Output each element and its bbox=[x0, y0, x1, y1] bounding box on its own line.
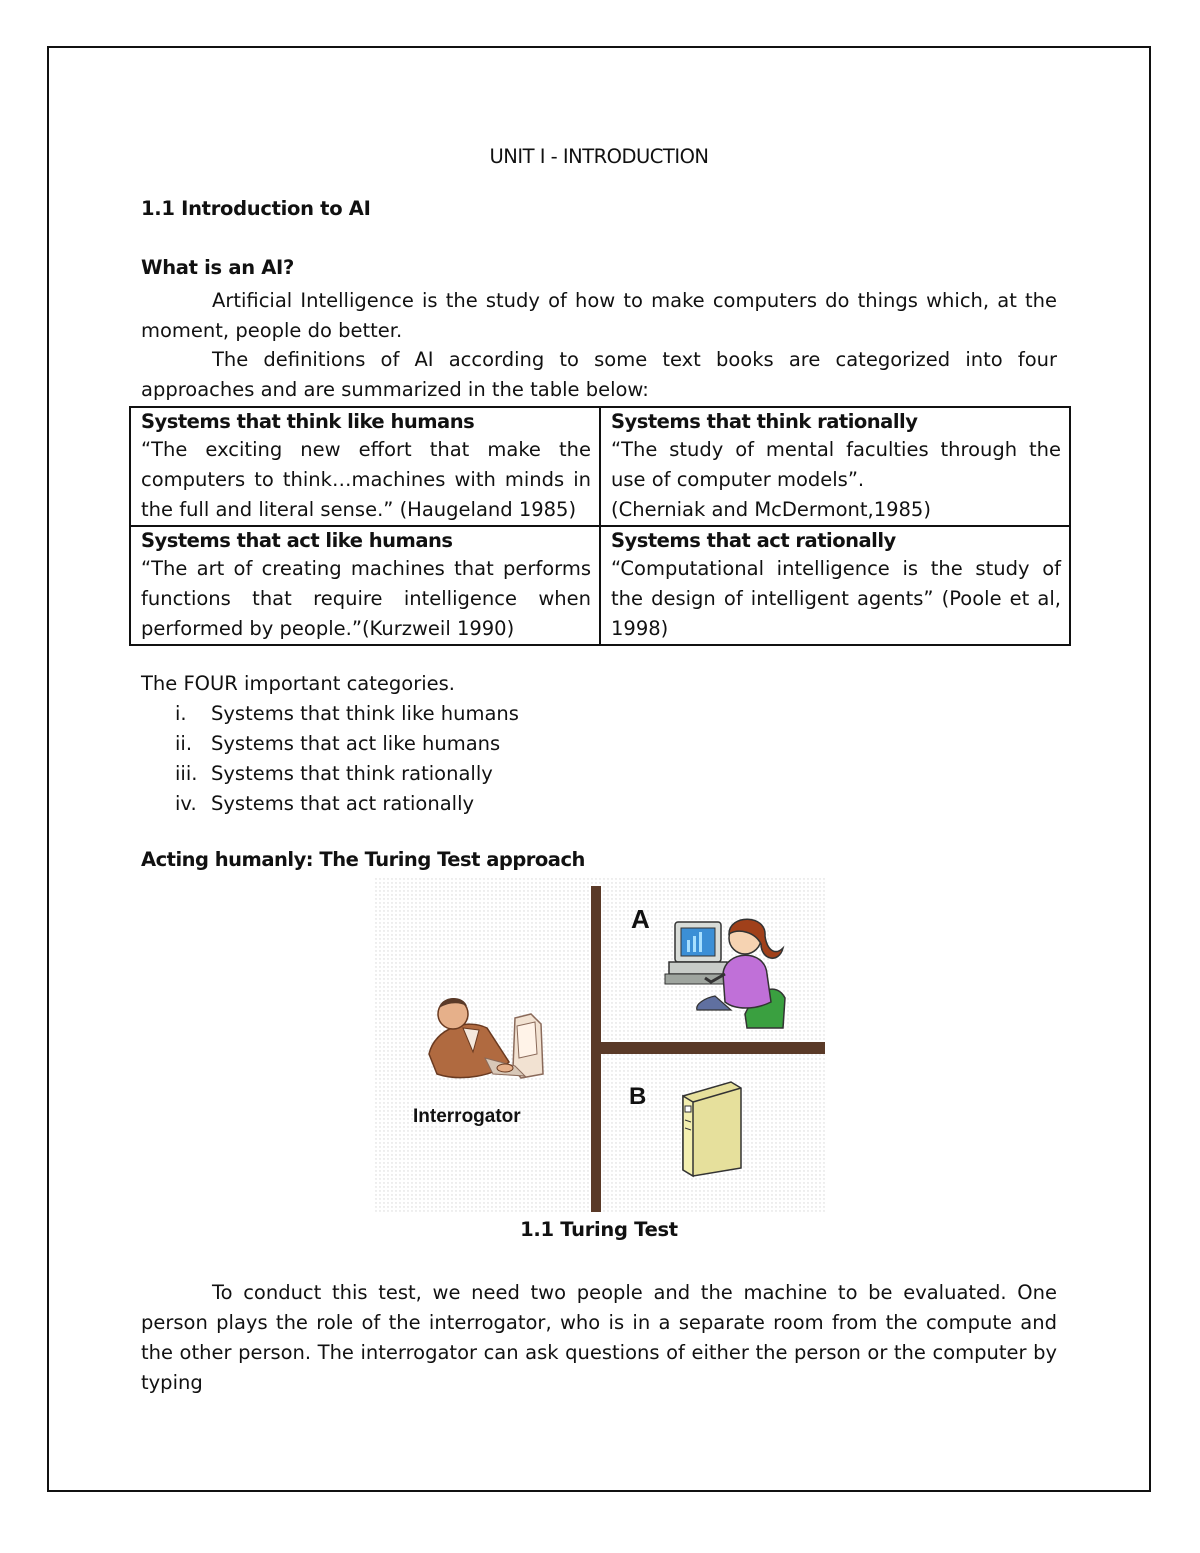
section-heading: 1.1 Introduction to AI bbox=[141, 197, 371, 220]
list-text: Systems that think rationally bbox=[211, 762, 493, 785]
table-cell-think-rationally bbox=[600, 407, 1070, 526]
subheading-what-is-ai: What is an AI? bbox=[141, 256, 295, 279]
paragraph-approaches: The definitions of AI according to some text books are categorized into four approaches and are summarized in the table below: bbox=[141, 348, 1057, 401]
list-item bbox=[141, 759, 519, 789]
label-b: B bbox=[629, 1083, 647, 1110]
list-item bbox=[141, 699, 519, 729]
cell-citation: (Cherniak and McDermont,1985) bbox=[611, 498, 931, 521]
turing-test-illustration bbox=[375, 878, 827, 1214]
table-row bbox=[130, 526, 1070, 645]
subheading-turing-test: Acting humanly: The Turing Test approach bbox=[141, 848, 585, 871]
paragraph-definition: Artificial Intelligence is the study of how to make computers do things which, at the moment, people do better. bbox=[141, 289, 1057, 342]
table-row bbox=[130, 407, 1070, 526]
list-item bbox=[141, 789, 519, 819]
table-cell-act-rationally bbox=[600, 526, 1070, 645]
server-computer-icon bbox=[683, 1082, 741, 1176]
definitions-table bbox=[129, 406, 1071, 646]
list-number: i. bbox=[175, 702, 187, 725]
paragraph-turing-description: To conduct this test, we need two people and the machine to be evaluated. One person plays the role of the interrogator, who is in a separate room from the compute and the other person. The interrogator can ask questions of either the person or the computer by typing bbox=[141, 1281, 1057, 1394]
label-a: A bbox=[631, 904, 650, 934]
cell-text: “The art of creating machines that performs functions that require intelligence when performed by people.”(Kurzweil 1990) bbox=[141, 557, 591, 640]
table-cell-think-humans bbox=[130, 407, 600, 526]
cell-heading: Systems that act rationally bbox=[611, 529, 896, 552]
cell-heading: Systems that think rationally bbox=[611, 410, 918, 433]
page-title: UNIT I - INTRODUCTION bbox=[489, 145, 709, 168]
list-item bbox=[141, 729, 519, 759]
turing-test-figure bbox=[375, 878, 827, 1214]
list-text: Systems that act like humans bbox=[211, 732, 501, 755]
figure-caption: 1.1 Turing Test bbox=[520, 1218, 678, 1241]
list-number: iii. bbox=[175, 762, 198, 785]
cell-heading: Systems that act like humans bbox=[141, 529, 453, 552]
categories-intro: The FOUR important categories. bbox=[141, 672, 455, 695]
label-interrogator: Interrogator bbox=[413, 1106, 521, 1127]
table-cell-act-humans bbox=[130, 526, 600, 645]
list-number: ii. bbox=[175, 732, 193, 755]
horizontal-wall bbox=[597, 1042, 825, 1054]
cell-heading: Systems that think like humans bbox=[141, 410, 475, 433]
cell-text: “The exciting new effort that make the computers to think…machines with minds in the full and literal sense.” (Haugeland 1985) bbox=[141, 438, 591, 521]
categories-list bbox=[141, 699, 519, 819]
list-text: Systems that act rationally bbox=[211, 792, 475, 815]
cell-text: “Computational intelligence is the study of the design of intelligent agents” (Poole et al, 1998) bbox=[611, 557, 1061, 640]
list-text: Systems that think like humans bbox=[211, 702, 519, 725]
cell-text: “The study of mental faculties through the use of computer models”. bbox=[611, 438, 1061, 491]
list-number: iv. bbox=[175, 792, 197, 815]
